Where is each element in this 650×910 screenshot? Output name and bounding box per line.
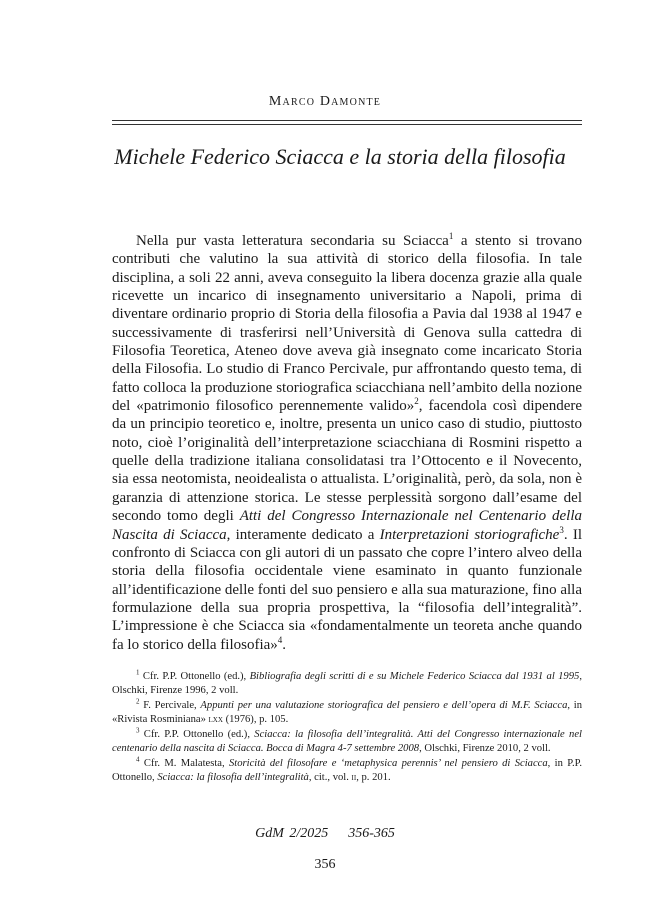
- journal-name: GdM 2/2025: [255, 826, 329, 841]
- text-span: a stento si trovano contributi che valutino la sua attività di storico della filosofia. In tale disciplina, a soli 22 anni, aveva conseguito la libera docenza grazie alla quale ricevette un incarico di insegnamento universitario a Napoli, prima di diventare ordinario proprio di Storia della filosofia a Pavia dal 1938 al 1947 e successivamente di trasferirsi nell’Università di Genova sulla cattedra di Filosofia Teoretica, Ateneo dove aveva già insegnato come incaricato Storia della Filosofia. Lo studio di Franco Percivale, pur affrontando questo tema, di fatto colloca la produzione storiografica sciacchiana nell’ambito della nozione del «patrimonio filosofico perennemente valido»: [112, 233, 582, 415]
- text-span: Cfr. M. Malatesta,: [139, 757, 229, 769]
- footnote-1: [112, 670, 582, 698]
- footnote-number: 4: [136, 755, 140, 764]
- header-rule-bottom: [112, 124, 582, 125]
- body-paragraph: [112, 232, 582, 654]
- journal-reference: [0, 826, 650, 842]
- footnote-ref-2: 2: [414, 396, 419, 407]
- footnote-number: 2: [136, 697, 140, 706]
- footnote-ref-4: 4: [277, 634, 283, 645]
- text-span: , in P.P. Ottonello,: [112, 757, 582, 783]
- footnote-2: [112, 699, 582, 727]
- footnotes: [112, 670, 582, 786]
- header-rule-top: [112, 120, 582, 121]
- italic-title: Appunti per una valutazione storiografica del pensiero e dell’opera di M.F. Sciacca: [200, 699, 568, 711]
- text-span: Nella pur vasta letteratura secondaria su Sciacca: [136, 233, 449, 249]
- text-span: , in «Rivista Rosminiana»: [112, 699, 582, 726]
- text-span: . Il confronto di Sciacca con gli autori di un passato che copre l’intero alveo della storia della filosofia occidentale viene esaminato in quanto funzionale all’identificazione delle fonti del suo pensiero e alla sua maturazione, fino alla formulazione della sua propria prospettiva, la “filosofia dell’integralità”. L’impressione è che Sciacca sia «fondamentalmente un teoreta anche quando fa lo storico della filosofia»: [112, 526, 582, 653]
- journal-pages: 356-365: [348, 826, 395, 841]
- roman-numeral: ii: [351, 771, 357, 783]
- footnote-number: 3: [136, 726, 140, 735]
- article-title: Michele Federico Sciacca e la storia della filosofia: [114, 144, 566, 169]
- italic-title: Interpretazioni storiografiche: [379, 526, 560, 543]
- body-text: [112, 232, 582, 654]
- text-span: F. Percivale,: [139, 699, 201, 711]
- italic-title: Bibliografia degli scritti di e su Michele Federico Sciacca dal 1931 al 1995: [249, 671, 580, 682]
- text-span: Cfr. P.P. Ottonello (ed.),: [139, 671, 250, 682]
- text-span: .: [282, 636, 287, 653]
- text-span: , facendola così dipendere da un principio teoretico e, inoltre, presenta un unico caso di studio, piuttosto noto, cioè l’originalità dell’interpretazione sciacchiana di Rosmini rispetto a quelle della tradizione italiana consolidatasi tra l’Ottocento e il Novecento, sia essa neotomista, neoidealista o attualista. L’originalità, però, da sola, non è garanzia di attenzione storica. Le stesse perplessità sorgono dall’esame del secondo tomo degli: [112, 398, 583, 525]
- text-span: , cit., vol.: [308, 771, 352, 783]
- text-span: (1976), p. 105.: [222, 714, 289, 726]
- italic-title: Sciacca: la filosofia dell’integralità: [157, 771, 309, 783]
- italic-title: Sciacca: la filosofia dell’integralità. Atti del Congresso internazionale nel centenario della nascita di Sciacca. Bocca di Magra 4-7 settembre 2008: [112, 728, 582, 755]
- text-span: , interamente dedicato a: [226, 526, 380, 543]
- footnote-number: 1: [136, 668, 140, 677]
- roman-numeral: lxx: [208, 714, 223, 726]
- running-header-author: Marco Damonte: [268, 94, 382, 109]
- text-span: Cfr. P.P. Ottonello (ed.),: [139, 728, 255, 740]
- footnote-3: [112, 728, 582, 756]
- text-span: , Olschki, Firenze 2010, 2 voll.: [419, 743, 551, 755]
- footnote-ref-1: 1: [448, 231, 454, 241]
- footnote-ref-3: 3: [559, 524, 564, 535]
- text-span: , p. 201.: [356, 771, 391, 783]
- italic-title: Atti del Congresso Internazionale nel Centenario della Nascita di Sciacca: [112, 508, 582, 543]
- page-number: 356: [314, 857, 336, 872]
- text-span: , Olschki, Firenze 1996, 2 voll.: [112, 671, 582, 697]
- footnote-4: [112, 757, 582, 785]
- italic-title: Storicità del filosofare e ‘metaphysica perennis’ nel pensiero di Sciacca: [229, 757, 548, 769]
